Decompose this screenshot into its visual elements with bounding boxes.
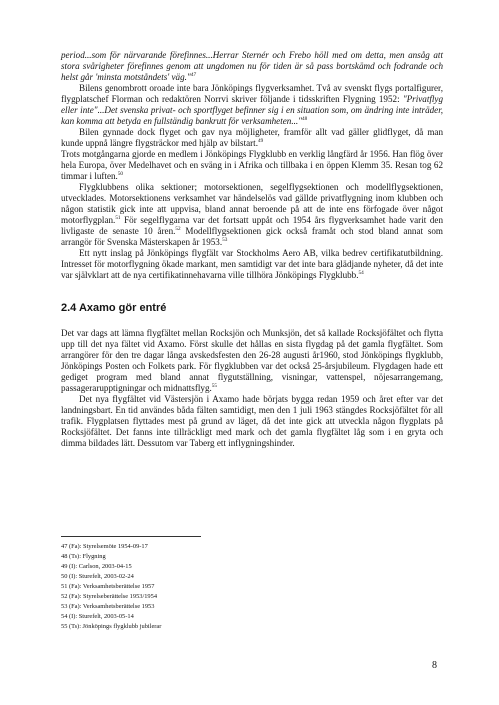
quote-paragraph-1: period...som för närvarande förefinnes...Herrar Sternér och Frebo höll med om detta, men ansåg att stora svårigheter förefinnes genom att ungdomen nu för tiden är så pass bortskämd och fodrande och helst går 'minsta motståndets' väg."$^{47}$ bbox=[61, 50, 443, 82]
paragraph-2: Bilens genombrott oroade inte bara Jönköpings flygverksamhet. Två av svenskt flygs portalfigurer, flygplatschef Florman och redaktören Norrvi skriver följande i tidsskriften Flygning 1952: "Privatflyg eller inte"...Det svenska privat- och sportflyget befinner sig i en situation som, om ändring inte inträder, kan komma att betyda en fullständig bankrutt för verksamheten..."$^{48}$ bbox=[61, 83, 443, 126]
paragraph-5: Flygklubbens olika sektioner; motorsektionen, segelflygsektionen och modellflygsektionen, utvecklades. Motorsektionens verksamhet var händelselös vad gällde privatflygning inom klubben och någon statistik gick inte att uppvisa, bland annat beroende på att de inte ens förfogade över något motorflygplan.$^{51}$ För segelflygarna var det fortsatt uppåt och 1954 års flygverksamhet hade varit den livligaste de senaste 10 åren.$^{52}$ Modellflygsektionen gick också framåt och stod bland annat som arrangör för Svenska Mästerskapen år 1953.53 bbox=[61, 182, 443, 247]
paragraph-4: Trots motgångarna gjorde en medlem i Jönköpings Flygklubb en verklig långfärd år 1956. Han flög över hela Europa, över Medelhavet och en sväng in i Afrika och tillbaka i en öppen Klemm 35. Resan tog 62 timmar i luften.$^{50}$ bbox=[61, 149, 443, 181]
footnote-50: 50 (I): Sturefelt, 2003-02-24 bbox=[61, 573, 134, 580]
footnote-51: 51 (Fa): Verksamhetsberättelse 1957 bbox=[61, 583, 155, 590]
paragraph-3: Bilen gynnade dock flyget och gav nya möjligheter, framför allt vad gäller glidflyget, då man kunde uppnå längre flygsträckor med hjälp av bilstart.$^{49}$ bbox=[61, 127, 443, 148]
paragraph-6: Ett nytt inslag på Jönköpings flygfält var Stockholms Aero AB, vilka bedrev certifikatutbildning. Intresset för motorflygning ökade markant, men samtidigt var det inte bara glädjande nyheter, då det inte var självklart att de nya certifikatinnehavarna ville tillhöra Jönköpings Flygklubb.$^{54}$ bbox=[61, 248, 443, 280]
footnote-47: 47 (Fa): Styrelsemöte 1954-09-17 bbox=[61, 543, 148, 550]
footnotes bbox=[61, 536, 443, 632]
footnote-54: 54 (I): Sturefelt, 2003-05-14 bbox=[61, 613, 134, 620]
footnote-49: 49 (I): Carlson, 2003-04-15 bbox=[61, 563, 132, 570]
footnote-48: 48 (Ts): Flygning bbox=[61, 553, 106, 560]
body-text bbox=[61, 50, 443, 449]
footnote-55: 55 (Ts): Jönköpings flygklubb jubilerar bbox=[61, 623, 162, 630]
paragraph-7: Det var dags att lämna flygfältet mellan Rocksjön och Munksjön, det så kallade Rocksjöfältet och flytta upp till det nya fältet vid Axamo. Först skulle det hållas en sista flygdag på det gamla flygfältet. Som arrangörer för den tre dagar långa avskedsfesten den 26-28 augusti år1960, stod Jönköpings flygklubb, Jönköpings Posten och Folkets park. För flygklubben var det också 25-årsjubileum. Flygdagen hade ett gediget program med bland annat flygutställning, visningar, vattenspel, nöjesarrangemang, passagerarupptigningar och midnattsflyg.$^{55}$ bbox=[61, 328, 443, 393]
footnote-53: 53 (Fa): Verksamhetsberättelse 1953 bbox=[61, 603, 155, 610]
footnote-52: 52 (Fa): Styrelseberättelse 1953/1954 bbox=[61, 593, 158, 600]
inline-quote: "Privatflyg eller inte"...Det svenska privat- och sportflyget befinner sig i en situation som, om ändring inte inträder, kan komma att betyda en fullständig bankrutt för verksamheten..." bbox=[61, 94, 443, 126]
paragraph-8: Det nya flygfältet vid Västersjön i Axamo hade börjats bygga redan 1959 och året efter var det landningsbart. En tid användes båda fälten samtidigt, men den 1 juli 1963 stängdes Rocksjöfältet för all trafik. Flygplatsen flyttades mest på grund av läget, då det inte gick att utveckla någon flygplats på Rocksjöfältet. Det fanns inte tillräckligt med mark och det gamla flygfältet låg som i en gryta och dimma bildades lätt. Dessutom var Taberg ett inflygningshinder. bbox=[61, 394, 443, 448]
footnote-divider bbox=[61, 536, 201, 537]
section-heading: 2.4 Axamo gör entré bbox=[61, 302, 167, 314]
page-number: 8 bbox=[432, 660, 437, 671]
